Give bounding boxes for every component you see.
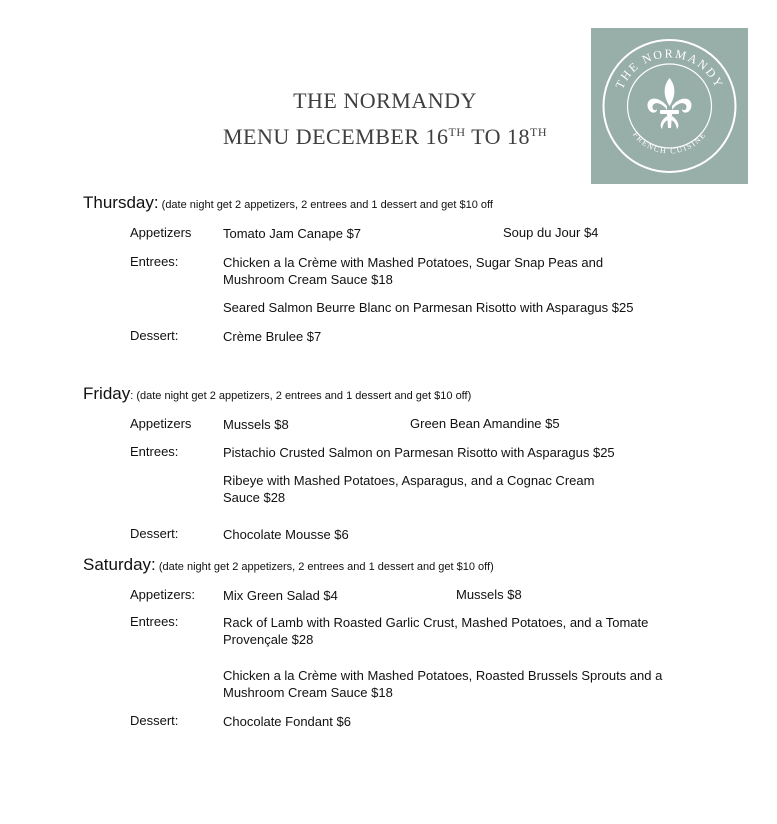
dessert-item: Chocolate Fondant $6 xyxy=(223,714,351,729)
restaurant-title: THE NORMANDY xyxy=(293,88,477,113)
dessert-label: Dessert: xyxy=(130,713,179,728)
entree-item: Rack of Lamb with Roasted Garlic Crust, Mashed Potatoes, and a Tomate Provençale $28 xyxy=(223,615,649,647)
menu-date-prefix: MENU DECEMBER 16 xyxy=(222,124,449,149)
dessert-item: Crème Brulee $7 xyxy=(223,329,322,344)
normandy-logo xyxy=(591,28,748,184)
logo-graphic xyxy=(591,28,748,184)
day-name: Saturday: xyxy=(83,555,156,574)
menu-date-mid: TO 18 xyxy=(465,124,531,149)
menu-date-title xyxy=(180,124,590,150)
appetizer-item: Tomato Jam Canape $7 xyxy=(223,226,362,241)
logo-bottom-text: FRENCH CUISINE xyxy=(631,129,708,156)
entrees-label: Entrees: xyxy=(130,614,179,629)
dessert-label: Dessert: xyxy=(130,526,179,541)
thursday-heading xyxy=(83,193,493,213)
dessert-label: Dessert: xyxy=(130,328,179,343)
entree-item: Ribeye with Mashed Potatoes, Asparagus, and a Cognac Cream Sauce $28 xyxy=(223,473,595,505)
date-suffix-1: TH xyxy=(448,125,466,139)
friday-heading xyxy=(83,384,471,404)
appetizer-item: Mix Green Salad $4 xyxy=(223,588,338,603)
appetizer-item: Mussels $8 xyxy=(223,417,289,432)
saturday-heading xyxy=(83,555,494,575)
entree-item: Chicken a la Crème with Mashed Potatoes, Sugar Snap Peas and Mushroom Cream Sauce $18 xyxy=(223,255,604,287)
entree-item: Chicken a la Crème with Mashed Potatoes, Roasted Brussels Sprouts and a Mushroom Cream Sauce $18 xyxy=(223,668,663,700)
day-note: : (date night get 2 appetizers, 2 entrees and 1 dessert and get $10 off) xyxy=(130,390,472,402)
entrees-label: Entrees: xyxy=(130,254,179,269)
date-suffix-2: TH xyxy=(530,125,548,139)
appetizer-item: Mussels $8 xyxy=(456,587,522,602)
day-name: Thursday: xyxy=(83,193,159,212)
day-note: (date night get 2 appetizers, 2 entrees and 1 dessert and get $10 off) xyxy=(155,561,494,573)
appetizer-item: Soup du Jour $4 xyxy=(503,225,599,240)
entrees-label: Entrees: xyxy=(130,444,179,459)
entree-item: Seared Salmon Beurre Blanc on Parmesan Risotto with Asparagus $25 xyxy=(223,300,634,315)
appetizers-label: Appetizers: xyxy=(130,587,196,602)
appetizer-item: Green Bean Amandine $5 xyxy=(410,416,560,431)
day-name: Friday xyxy=(83,384,131,403)
day-note: (date night get 2 appetizers, 2 entrees and 1 dessert and get $10 off xyxy=(158,199,493,211)
appetizers-label: Appetizers xyxy=(130,416,192,431)
appetizers-label: Appetizers xyxy=(130,225,192,240)
entree-item: Pistachio Crusted Salmon on Parmesan Risotto with Asparagus $25 xyxy=(223,445,615,460)
fleur-de-lis-icon xyxy=(648,78,692,129)
dessert-item: Chocolate Mousse $6 xyxy=(223,527,349,542)
logo-top-text: THE NORMANDY xyxy=(612,46,727,92)
